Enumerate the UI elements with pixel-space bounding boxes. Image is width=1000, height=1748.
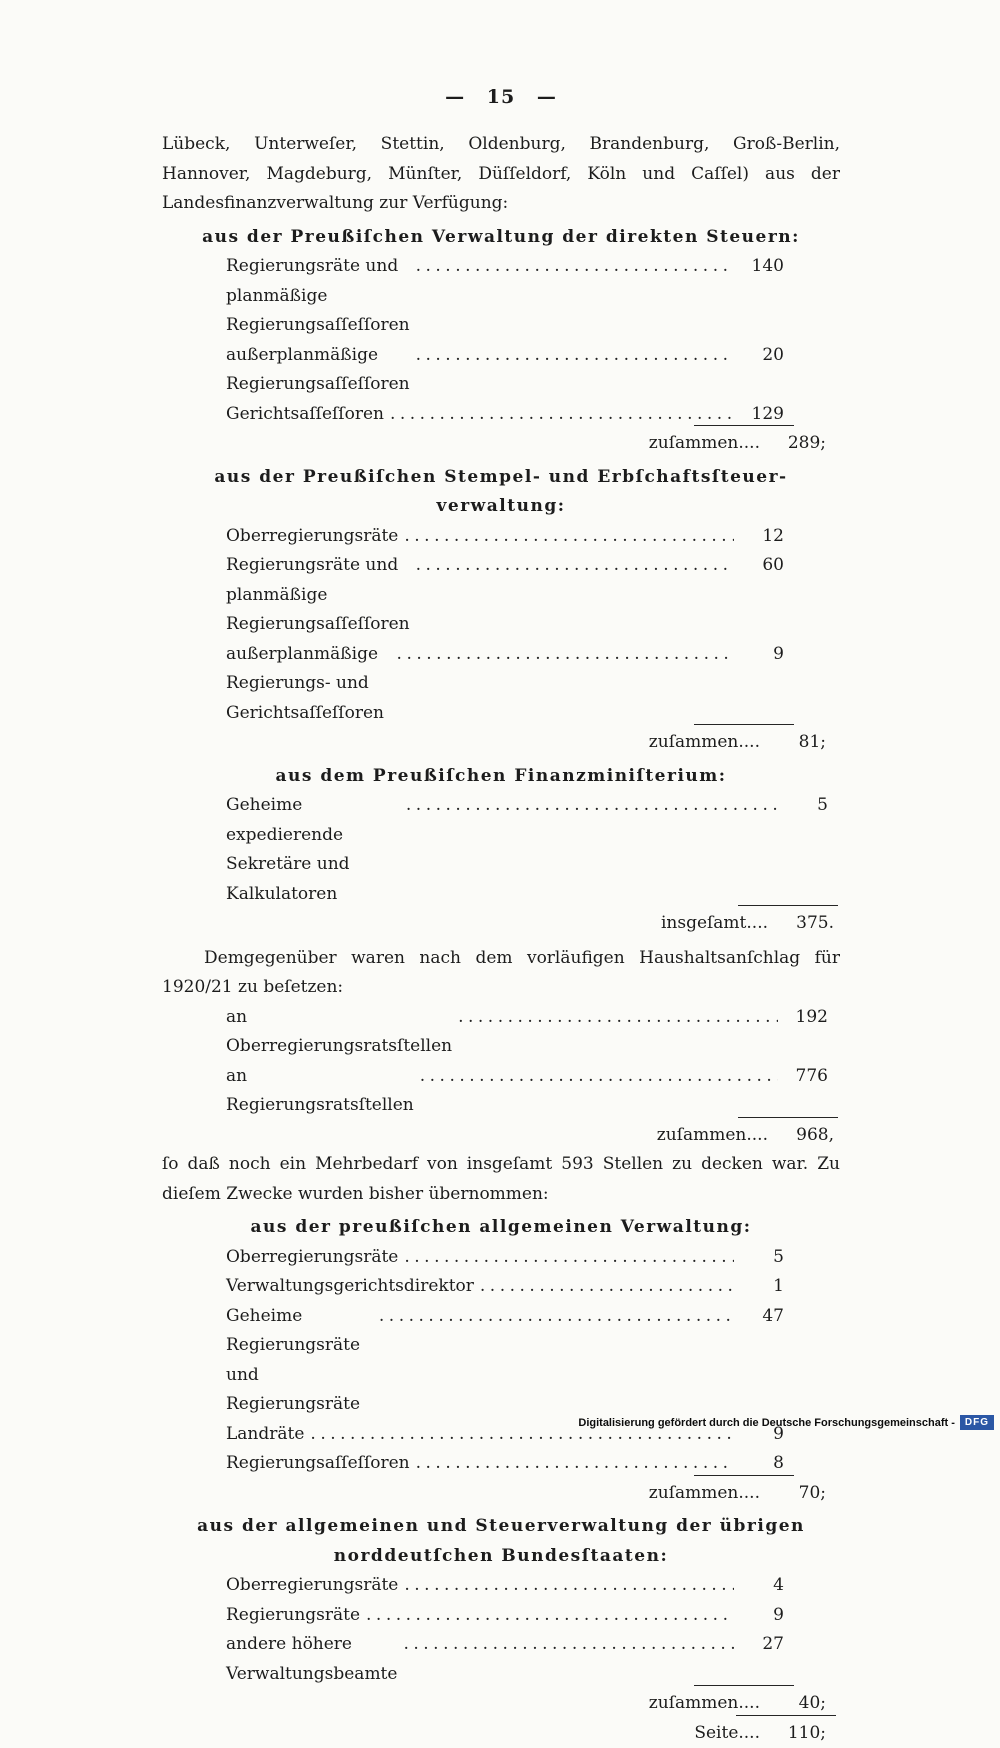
table-row [226,1630,784,1689]
section-heading: aus dem Preußiſchen Finanzminiſterium: [162,762,840,792]
dot-leader [404,1571,734,1601]
dot-leader [406,791,778,821]
section-heading: aus der Preußiſchen Verwaltung der direkten Steuern: [162,223,840,253]
table-row [226,551,784,640]
row-value: 8 [740,1449,784,1479]
row-label: Regierungsaſſeſſoren [226,1449,410,1479]
dot-leader [390,400,734,430]
row-label: Verwaltungsgerichtsdirektor [226,1272,474,1302]
total-value: 70; [774,1479,826,1509]
table-row [226,1003,828,1062]
paragraph-demand: Demgegenüber waren nach dem vorläufigen Haushaltsanſchlag für 1920/21 zu beſetzen: [162,944,840,1003]
credit-text: Digitalisierung gefördert durch die Deutsche Forschungsgemeinschaft - [578,1417,955,1429]
row-value: 1 [740,1272,784,1302]
total-label: zuſammen.... [649,429,760,459]
row-value: 9 [740,1601,784,1631]
total-row [162,429,826,459]
table-row [226,1449,784,1479]
row-value: 12 [740,522,784,552]
row-value: 129 [740,400,784,430]
dot-leader [480,1272,734,1302]
section-norddeutsche-bundesstaaten [162,1512,840,1748]
table-row [226,522,784,552]
total-label: insgeſamt.... [661,909,768,939]
section-finanzministerium [162,762,840,939]
table-row [226,1571,784,1601]
dot-leader [416,252,734,282]
row-value: 5 [740,1243,784,1273]
total-row [162,909,834,939]
section-heading: aus der allgemeinen und Steuerverwaltung der übrigen [162,1512,840,1542]
dot-leader [416,1449,734,1479]
total-value: 289; [774,429,826,459]
total-label: zuſammen.... [657,1121,768,1151]
dfg-logo: DFG [960,1415,994,1430]
row-label: an Oberregierungsratsſtellen [226,1003,452,1062]
row-value: 9 [740,1420,784,1450]
row-value: 47 [740,1302,784,1332]
row-label: Regierungsräte und planmäßige Regierungsaſſeſſoren [226,252,410,341]
total-row [162,1121,834,1151]
table-row [226,791,828,909]
table-row [226,1601,784,1631]
table-row [226,1302,784,1420]
total-value: 81; [774,728,826,758]
section-direkte-steuern [162,223,840,459]
total-label: zuſammen.... [649,728,760,758]
table-row [226,1062,828,1121]
row-value: 776 [784,1062,828,1092]
total-value: 968, [782,1121,834,1151]
section-heading: aus der preußiſchen allgemeinen Verwaltung: [162,1213,840,1243]
total-label: Seite.... [694,1719,760,1748]
row-label: an Regierungsratsſtellen [226,1062,414,1121]
row-label: Oberregierungsräte [226,1243,398,1273]
dot-leader [404,1243,734,1273]
table-row [226,640,784,729]
carryover-row [162,1719,826,1748]
row-label: Regierungsräte [226,1601,360,1631]
row-label: Oberregierungsräte [226,522,398,552]
digitization-credit [578,1415,994,1430]
row-value: 192 [784,1003,828,1033]
paragraph-shortfall: ſo daß noch ein Mehrbedarf von insgeſamt 593 Stellen zu decken war. Zu dieſem Zwecke wurden bisher übernommen: [162,1150,840,1209]
table-row [226,1243,784,1273]
section-heading: aus der Preußiſchen Stempel- und Erbſchaftsſteuer- [162,463,840,493]
dot-leader [379,1302,734,1332]
section-haushaltsanschlag [162,1003,840,1151]
table-row [226,252,784,341]
row-label: außerplanmäßige Regierungs- und Gerichtsaſſeſſoren [226,640,391,729]
page-number: — 15 — [162,86,840,108]
row-value: 20 [740,341,784,371]
row-label: Geheime expedierende Sekretäre und Kalkulatoren [226,791,400,909]
row-value: 5 [784,791,828,821]
section-stempel-erbschaftssteuer [162,463,840,758]
dot-leader [416,341,734,371]
dot-leader [397,640,734,670]
dot-leader [458,1003,778,1033]
row-label: Landräte [226,1420,304,1450]
total-label: zuſammen.... [649,1479,760,1509]
dot-leader [366,1601,734,1631]
section-allgemeine-verwaltung [162,1213,840,1508]
paragraph-intro: Lübeck, Unterweſer, Stettin, Oldenburg, Brandenburg, Groß-Berlin, Hannover, Magdeburg, Münſter, Düſſeldorf, Köln und Caſſel) aus der Landesfinanzverwaltung zur Verfügung: [162,130,840,219]
total-row [162,1479,826,1509]
total-row [162,1689,826,1719]
row-value: 140 [740,252,784,282]
row-value: 4 [740,1571,784,1601]
section-heading-line2: norddeutſchen Bundesſtaaten: [162,1542,840,1572]
row-value: 60 [740,551,784,581]
table-row [226,341,784,400]
section-heading-line2: verwaltung: [162,492,840,522]
row-value: 9 [740,640,784,670]
row-label: andere höhere Verwaltungsbeamte [226,1630,397,1689]
row-label: Gerichtsaſſeſſoren [226,400,384,430]
dot-leader [404,522,734,552]
dot-leader [403,1630,734,1660]
total-value: 110; [774,1719,826,1748]
row-value: 27 [740,1630,784,1660]
row-label: Oberregierungsräte [226,1571,398,1601]
table-row [226,400,784,430]
total-value: 40; [774,1689,826,1719]
total-label: zuſammen.... [649,1689,760,1719]
total-value: 375. [782,909,834,939]
row-label: außerplanmäßige Regierungsaſſeſſoren [226,341,410,400]
dot-leader [420,1062,778,1092]
row-label: Regierungsräte und planmäßige Regierungsaſſeſſoren [226,551,410,640]
row-label: Geheime Regierungsräte und Regierungsräte [226,1302,373,1420]
table-row [226,1272,784,1302]
dot-leader [416,551,734,581]
total-row [162,728,826,758]
